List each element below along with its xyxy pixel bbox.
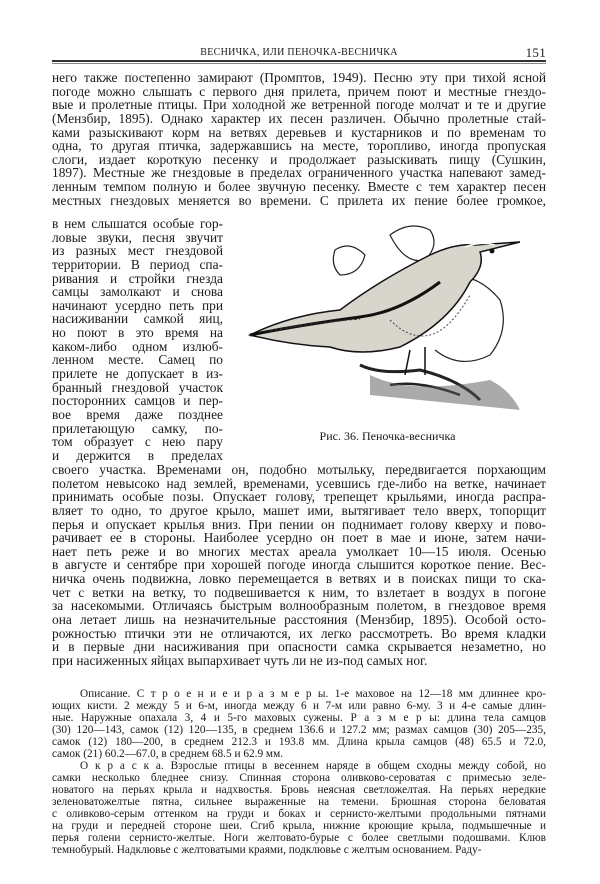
main-text-bottom (52, 463, 546, 668)
text-line: ривания и стройки гнезда (52, 270, 223, 286)
text-line: нает петь реже и во многих местах ареала умолкает 10—15 июля. Осенью (52, 543, 546, 559)
text-line: 1897). Местные же гнездовые в пределах ограниченного участка напевают замед- (52, 165, 546, 181)
text-line: местных гнездовых меняется во времени. С прилета их пение более громкое, (52, 192, 546, 208)
text-line: каком-либо одном излюб- (52, 338, 223, 354)
text-line: перья голени сернисто-желтые. Ноги желтовато-бурые с более светлыми подошвами. Клюв (52, 832, 546, 844)
text-line: своего участка. Временами он, подобно мотыльку, передвигается порхающим (52, 462, 546, 477)
text-line: чет с ветки на ветку, то подвешивается к ним, то взлетает в воздух в погоне (52, 584, 546, 600)
text-line: самок (21) 60.2—67.0, в среднем 68.5 и 62.9 мм. (52, 748, 284, 760)
text-line: начинают усердно петь при (52, 297, 223, 313)
text-line: с оливково-серым оттенком на груди и боках и сернисто-желтыми продольными пятнами (52, 808, 546, 820)
text-line: прилете не допускает в из- (52, 366, 223, 382)
text-line: погоде можно слышать с первого дня прилета, причем поют и местные гнездо- (52, 83, 546, 99)
text-line: она летает лишь на незначительные расстояния (Мензбир, 1895). Особой осто- (52, 612, 546, 628)
figure-caption: Рис. 36. Пеночка-весничка (319, 429, 456, 443)
text-line: (30) 120—143, самок (12) 120—135, в среднем 136.6 и 127.2 мм; размах самцов (30) 205—235, (52, 724, 546, 736)
text-line: самок (12) 180—200, в среднем 212.3 и 193.8 мм. Длина крыла самцов (48) 65.5 и 72.0, (52, 736, 546, 748)
text-line: на груди и передней стороне шеи. Сгиб крыла, нижние кроющие крыла, подмышечные и (52, 820, 546, 832)
description-section (52, 688, 546, 856)
text-line: ные. Наружные опахала 3, 4 и 5-го маховых сужены. Р а з м е р ы: длина тела самцов (52, 712, 546, 724)
text-line: новатого на перьях крыла и надхвостья. Бровь неясная светложелтая. На перьях нередкие (52, 784, 546, 796)
text-line: ленным темпом полную и более звучную песенку. Вместе с тем характер песен (52, 179, 546, 195)
text-line: том образует с нею пару (52, 434, 223, 450)
text-line: ющих кисти. 2 между 5 и 6-м, иногда между 6 и 7-м или равно 6-му. 3 и 4-е самые длин- (52, 700, 546, 712)
header-rule-thin (52, 63, 546, 64)
text-line: полетом невысоко над землей, временами, усевшись где-либо на ветке, начинает (52, 475, 546, 491)
text-line: и держится в пределах (52, 447, 223, 463)
text-line: слоги, издает короткую песенку и продолжает разыскивать пищу (Сушкин, (52, 151, 546, 167)
running-title: ВЕСНИЧКА, ИЛИ ПЕНОЧКА-ВЕСНИЧКА (200, 47, 398, 58)
text-line: самки несколько бледнее снизу. Спинная сторона оливково-сероватая с примесью зеле- (52, 772, 546, 784)
text-line: прилетающую самку, по- (52, 420, 223, 436)
text-line: за насекомыми. Отличаясь быстрым волнообразным полетом, в гнездовое время (52, 598, 546, 614)
text-line: территории. В период спа- (52, 256, 223, 272)
text-line: одна, то другая птичка, задержавшись на месте, торопливо, иногда пропуская (52, 138, 546, 154)
text-line: вляет то одно, то другое крыло, машет ими, вытягивает тело вверх, топорщит (52, 502, 546, 518)
text-line: принимать особые позы. Опускает голову, трепещет крыльями, иногда распра- (52, 489, 546, 505)
running-header (52, 45, 546, 59)
text-line: зеленоватожелтые пятна, сильнее выраженные на темени. Брюшная сторона беловатая (52, 796, 546, 808)
text-line: посторонних самцов и пер- (52, 393, 223, 409)
text-line: ловые звуки, песня звучит (52, 229, 223, 245)
text-line: ничка очень подвижна, ловко перемещается в ветвях и в поисках пищи то ска- (52, 571, 546, 587)
text-line: из разных мест гнездовой (52, 243, 223, 259)
text-line: бранный гнездовой участок (52, 379, 223, 395)
text-line: насиживании самкой яиц, (52, 311, 223, 327)
bird-illustration (240, 215, 535, 420)
text-line: Описание. С т р о е н и е и р а з м е р ы. 1-е маховое на 12—18 мм длиннее кро- (80, 688, 546, 700)
text-line: вое время даже позднее (52, 406, 223, 422)
text-line: рачивает ее в стороны. Наиболее усердно он поет в мае и июне, затем начи- (52, 530, 546, 546)
text-line: вые и пролетные птицы. При холодной же ветренной погоде молчат и те и другие (52, 97, 546, 113)
header-rule (52, 60, 546, 62)
text-line: в нем слышатся особые гор- (52, 216, 223, 231)
text-line: О к р а с к а. Взрослые птицы в весеннем наряде в общем сходны между собой, но (80, 760, 546, 772)
text-line: в августе и сентябре при хорошей погоде иногда слышится короткое пение. Вес- (52, 557, 546, 573)
text-line: ленном месте. Самец по (52, 352, 223, 368)
text-line: темнобурый. Надклювье с желтоватыми краями, подклювье с желтым основанием. Раду- (52, 844, 482, 856)
text-line: но поют в это время на (52, 325, 223, 341)
text-line: (Мензбир, 1895). Однако характер их песен различен. Обычно пролетные стай- (52, 110, 546, 126)
main-text-narrow-column (52, 217, 223, 463)
text-line: и в первые дни насиживания при опасности самка скрывается незаметно, но (52, 639, 546, 655)
text-line: перья и опускает крылья вниз. При пении он поднимает голову кверху и пово- (52, 516, 546, 532)
main-text-top (52, 71, 546, 207)
text-line: при насиженных яйцах выпархивает чуть ли не из-под самых ног. (52, 652, 428, 668)
text-line: рожностью птички эти не отличаются, их легко рассмотреть. Во время кладки (52, 625, 546, 641)
text-line: ками разыскивают корм на ветвях деревьев и кустарников и по временам то (52, 124, 546, 140)
page-number: 151 (525, 45, 546, 60)
text-line: него также постепенно замирают (Промптов, 1949). Песню эту при тихой ясной (52, 70, 546, 85)
text-line: самцы замолкают и снова (52, 284, 223, 300)
